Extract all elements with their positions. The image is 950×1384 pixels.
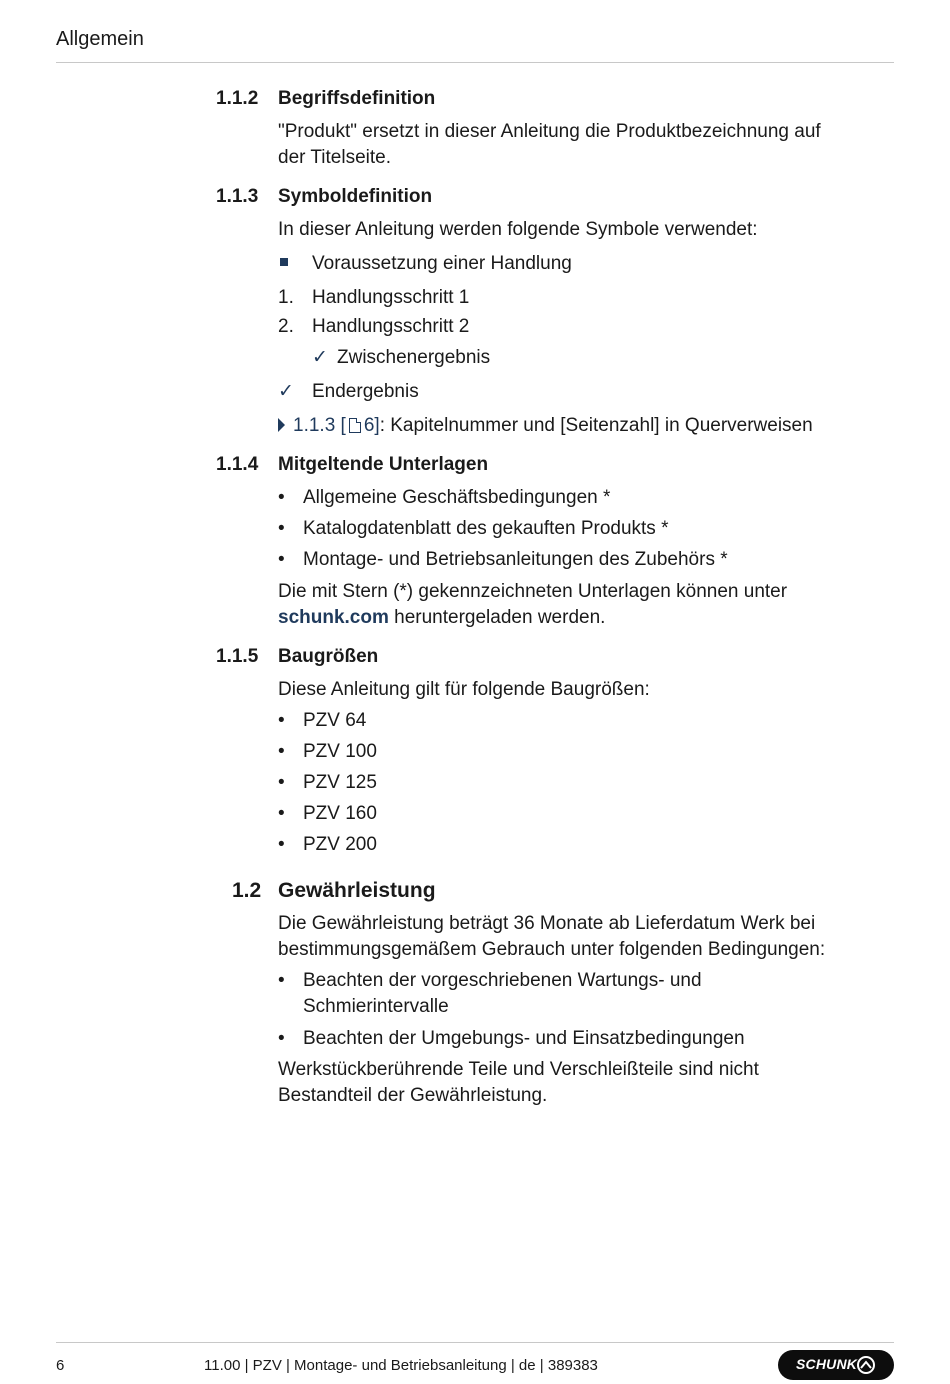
list-item [278, 314, 872, 340]
list-marker: 1. [278, 287, 294, 308]
list-item-text: Katalogdatenblatt des gekauften Produkts * [303, 518, 669, 539]
list-item [278, 968, 863, 1020]
header-divider [56, 62, 894, 63]
list-item-text: Beachten der Umgebungs- und Einsatzbedingungen [303, 1028, 745, 1049]
heading-1-1-4 [216, 454, 488, 476]
warranty-paragraph [278, 911, 888, 963]
header-title: Allgemein [56, 28, 144, 50]
bullet: • [278, 549, 285, 570]
bullet: • [278, 710, 285, 731]
list-item-text [278, 968, 863, 1020]
text-line [278, 605, 888, 631]
text-line: Beachten der vorgeschriebenen Wartungs- und [303, 970, 702, 991]
text-line: der Titelseite. [278, 147, 391, 168]
list-item-text: PZV 200 [303, 834, 377, 855]
heading-number: 1.1.2 [216, 88, 259, 109]
list-item [278, 251, 872, 277]
list-item-text: Montage- und Betriebsanleitungen des Zubehörs * [303, 549, 728, 570]
text-line: bestimmungsgemäßem Gebrauch unter folgenden Bedingungen: [278, 939, 826, 960]
paragraph-begriffsdefinition [278, 119, 888, 171]
schunk-logo [778, 1350, 894, 1380]
heading-title: Gewährleistung [278, 879, 436, 902]
heading-number: 1.2 [232, 879, 262, 902]
bullet: • [278, 834, 285, 855]
text-line: "Produkt" ersetzt in dieser Anleitung die Produktbezeichnung auf [278, 121, 821, 142]
xref-page: 6] [363, 415, 380, 436]
list-item-text: Handlungsschritt 2 [312, 316, 470, 337]
check-icon: ✓ [278, 381, 294, 402]
symbol-intro: In dieser Anleitung werden folgende Symbole verwendet: [278, 219, 758, 240]
list-marker: 2. [278, 316, 294, 337]
heading-title: Mitgeltende Unterlagen [278, 454, 489, 475]
text-line: Bestandteil der Gewährleistung. [278, 1085, 548, 1106]
heading-1-1-3 [216, 186, 432, 208]
bullet: • [278, 487, 285, 508]
xref-description: : Kapitelnummer und [Seitenzahl] in Querverweisen [379, 415, 813, 436]
page-number: 6 [56, 1357, 65, 1374]
footer-document-info: 11.00 | PZV | Montage- und Betriebsanleitung | de | 389383 [204, 1357, 598, 1374]
schunk-link[interactable]: schunk.com [278, 607, 389, 628]
text-line: Die mit Stern (*) gekennzeichneten Unterlagen können unter [278, 581, 788, 602]
list-item [278, 708, 863, 734]
list-item-text: Voraussetzung einer Handlung [312, 253, 572, 274]
heading-title: Symboldefinition [278, 186, 433, 207]
bullet: • [278, 772, 285, 793]
list-item [278, 770, 863, 796]
xref-link[interactable] [293, 415, 380, 436]
heading-1-2 [232, 879, 436, 903]
list-item-text: Handlungsschritt 1 [312, 287, 470, 308]
list-item-text: PZV 160 [303, 803, 377, 824]
heading-number: 1.1.3 [216, 186, 259, 207]
list-item-text: Zwischenergebnis [337, 347, 491, 368]
heading-number: 1.1.4 [216, 454, 259, 475]
sizes-intro: Diese Anleitung gilt für folgende Baugrößen: [278, 679, 650, 700]
xref-chapter: 1.1.3 [ [293, 415, 346, 436]
list-item-text: Endergebnis [312, 381, 419, 402]
list-item [278, 1026, 863, 1052]
text-line: Die Gewährleistung beträgt 36 Monate ab Lieferdatum Werk bei [278, 913, 816, 934]
bullet: • [278, 970, 285, 991]
list-item-text: Allgemeine Geschäftsbedingungen * [303, 487, 611, 508]
documents-note [278, 579, 888, 631]
warranty-exclusion [278, 1057, 888, 1109]
page-icon [349, 418, 361, 433]
text-fragment: heruntergeladen werden. [388, 607, 606, 628]
check-icon: ✓ [312, 347, 328, 368]
list-item [278, 379, 872, 405]
list-item [278, 832, 863, 858]
list-item [312, 345, 897, 371]
footer-divider [56, 1342, 894, 1343]
heading-1-1-2 [216, 88, 435, 110]
heading-title: Baugrößen [278, 646, 379, 667]
bullet: • [278, 1028, 285, 1049]
list-item [278, 801, 863, 827]
list-item [278, 485, 863, 511]
bullet: • [278, 803, 285, 824]
list-item-text: PZV 64 [303, 710, 367, 731]
list-item [278, 547, 863, 573]
text-line: Schmierintervalle [303, 996, 449, 1017]
heading-1-1-5 [216, 646, 378, 668]
list-item-text: PZV 100 [303, 741, 377, 762]
cross-reference [278, 413, 888, 439]
triangle-right-icon [278, 418, 285, 432]
heading-title: Begriffsdefinition [278, 88, 436, 109]
logo-text: SCHUNK [796, 1356, 858, 1372]
heading-number: 1.1.5 [216, 646, 259, 667]
list-item [278, 516, 863, 542]
bullet: • [278, 741, 285, 762]
list-item-text: PZV 125 [303, 772, 377, 793]
square-bullet-icon [278, 251, 286, 277]
list-item [278, 739, 863, 765]
gripper-icon [856, 1355, 876, 1375]
list-item [278, 285, 872, 311]
text-line: Werkstückberührende Teile und Verschleißteile sind nicht [278, 1059, 759, 1080]
bullet: • [278, 518, 285, 539]
